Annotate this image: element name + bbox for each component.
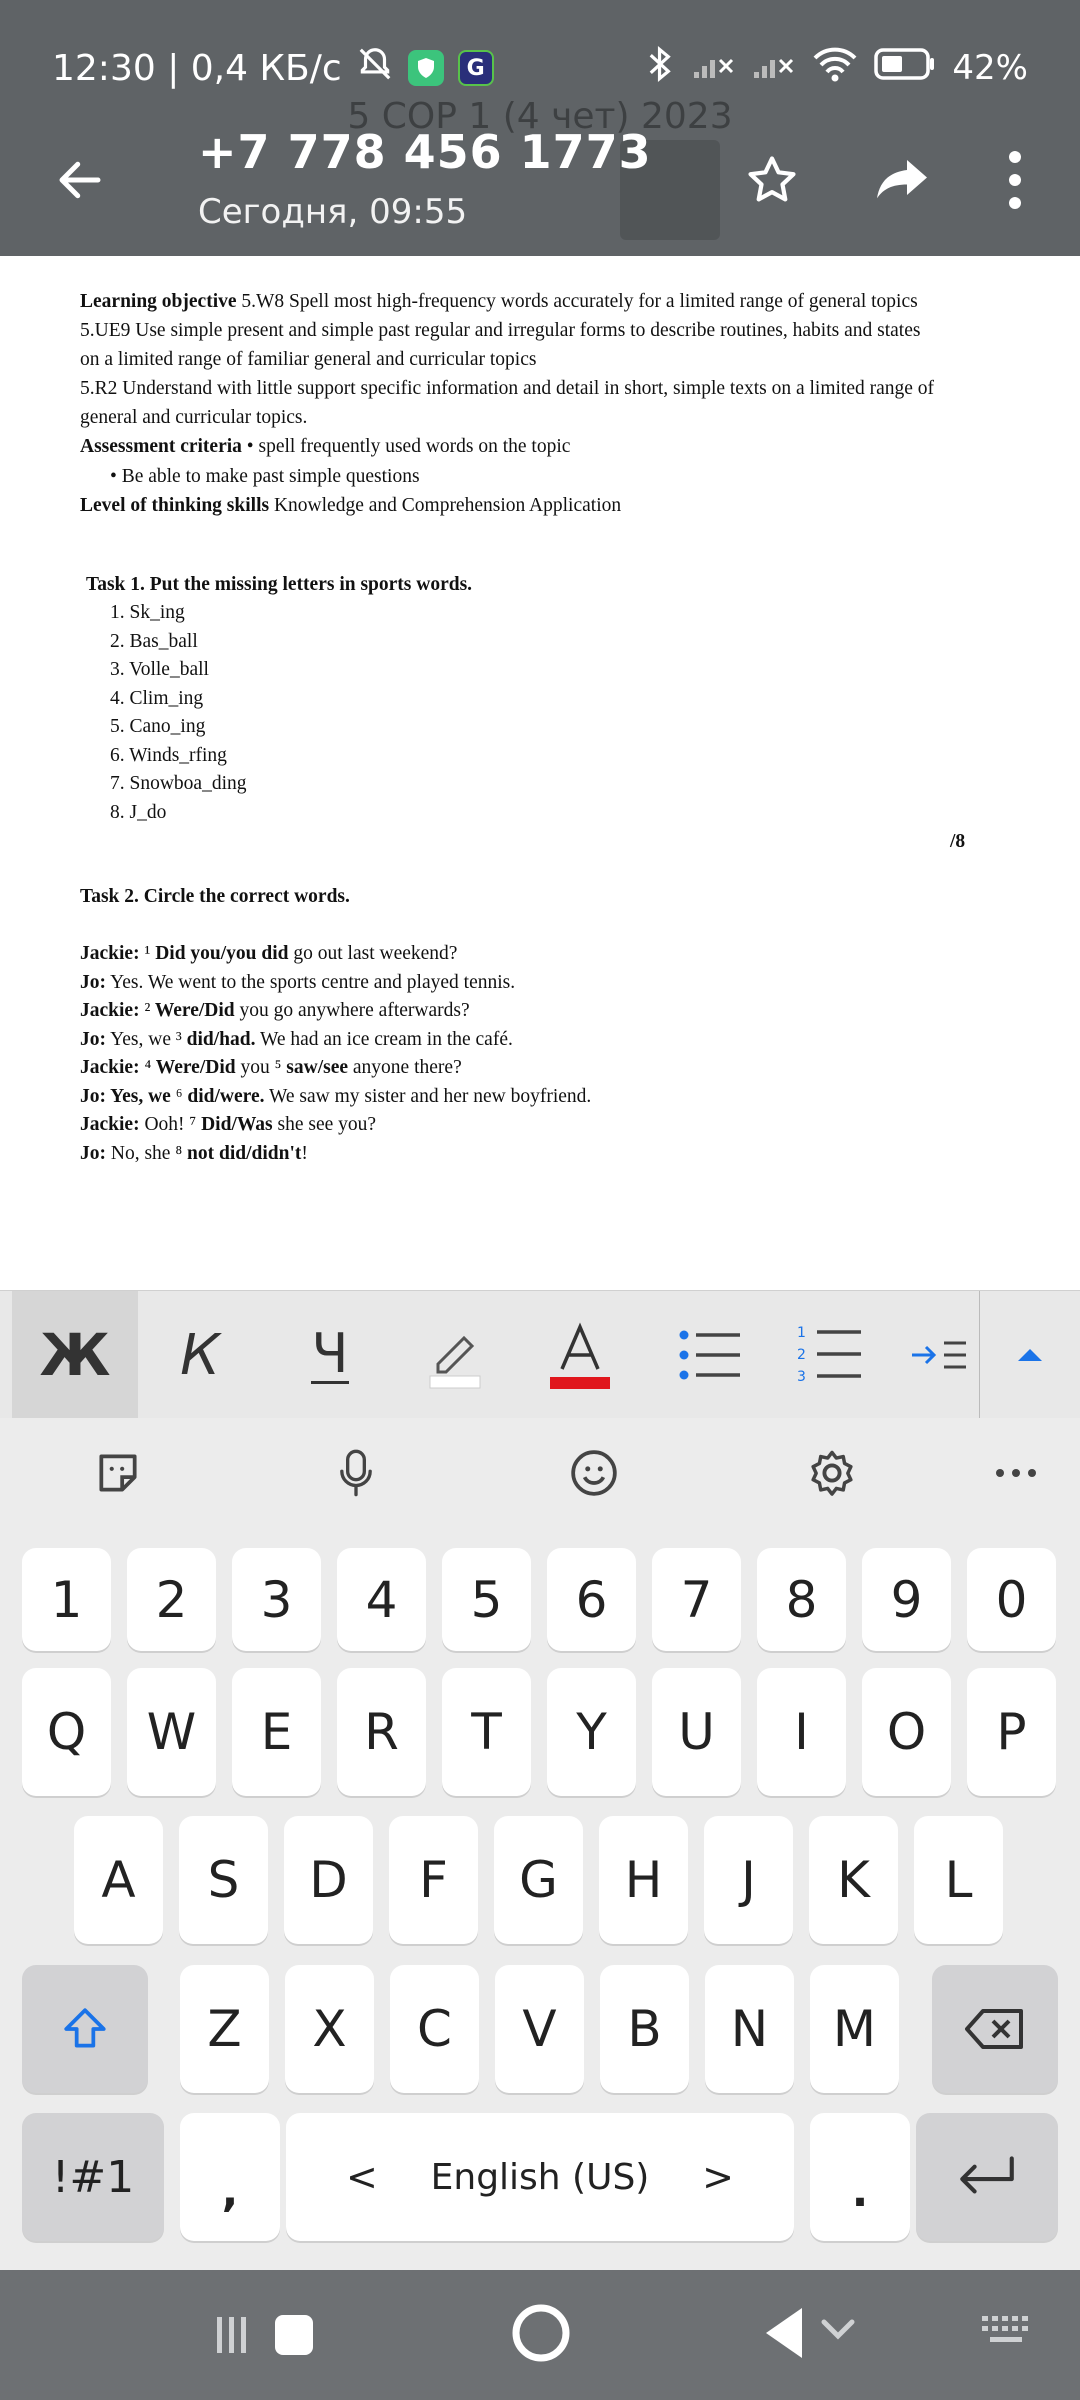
comma-key[interactable]: , — [180, 2113, 280, 2241]
keyboard-settings-button[interactable] — [802, 1443, 862, 1503]
status-time: 12:30 | 0,4 КБ/с — [52, 47, 342, 89]
emoji-icon — [569, 1448, 619, 1498]
vpn-shield-icon — [408, 50, 444, 86]
keyboard-toolbar — [0, 1418, 1080, 1528]
system-navigation-bar — [0, 2270, 1080, 2400]
expand-toolbar-button[interactable] — [1000, 1291, 1060, 1419]
backspace-key[interactable] — [932, 1965, 1058, 2093]
gap-number: ⁸ — [175, 1142, 183, 1164]
bullet-list-button[interactable] — [660, 1291, 760, 1419]
key-8[interactable]: 8 — [757, 1548, 846, 1651]
speaker-label: Jackie: — [80, 1057, 140, 1078]
key-u[interactable]: U — [652, 1668, 741, 1796]
key-t[interactable]: T — [442, 1668, 531, 1796]
font-color-icon — [544, 1317, 616, 1393]
key-e[interactable]: E — [232, 1668, 321, 1796]
dialogue-text: Did you/you did — [150, 943, 289, 964]
italic-button[interactable]: К — [180, 1322, 220, 1388]
dialogue-text: Yes, we — [106, 1085, 176, 1107]
home-button[interactable] — [510, 2302, 572, 2368]
key-n[interactable]: N — [705, 1965, 794, 2093]
svg-text:3: 3 — [797, 1369, 806, 1385]
dialogue-text: anyone there? — [348, 1057, 462, 1078]
gear-icon — [806, 1447, 858, 1499]
gap-number: ² — [144, 1000, 151, 1021]
indent-button[interactable] — [900, 1291, 980, 1419]
gap-number: ⁷ — [189, 1114, 197, 1135]
speaker-label: Jackie: — [80, 943, 140, 964]
notifications-muted-icon — [356, 45, 394, 92]
thinking-skills-line: Level of thinking skills Knowledge and Comprehension Application — [80, 495, 622, 516]
forward-button[interactable] — [862, 140, 942, 220]
enter-key[interactable] — [916, 2113, 1058, 2241]
dialogue-text: Yes. We went to the sports centre and played tennis. — [106, 971, 516, 993]
speaker-label: Jackie: — [80, 1114, 140, 1135]
dialogue-line — [80, 972, 515, 994]
speaker-label: Jackie: — [80, 1000, 140, 1021]
key-k[interactable]: K — [809, 1816, 898, 1944]
key-i[interactable]: I — [757, 1668, 846, 1796]
dialogue-line — [80, 1029, 513, 1051]
keyboard — [0, 1528, 1080, 2270]
dialogue-text: go out last weekend? — [288, 943, 458, 964]
key-d[interactable]: D — [284, 1816, 373, 1944]
dialogue-text: you go anywhere afterwards? — [234, 1000, 470, 1021]
shift-arrow-icon — [60, 2004, 110, 2054]
objective-line-2: 5.UE9 Use simple present and simple past regular and irregular forms to describe routines, habits and states — [80, 320, 921, 341]
dialogue-text: saw/see — [281, 1057, 349, 1078]
key-2[interactable]: 2 — [127, 1548, 216, 1651]
key-h[interactable]: H — [599, 1816, 688, 1944]
enter-arrow-icon — [954, 2152, 1020, 2202]
document-page[interactable] — [0, 256, 1080, 1290]
dialogue-text: Were/Did — [151, 1057, 236, 1078]
symbols-key[interactable]: !#1 — [22, 2113, 164, 2241]
key-l[interactable]: L — [914, 1816, 1003, 1944]
key-c[interactable]: C — [390, 1965, 479, 2093]
svg-text:2: 2 — [797, 1347, 806, 1363]
caret-up-icon — [1016, 1345, 1044, 1365]
key-g[interactable]: G — [494, 1816, 583, 1944]
key-p[interactable]: P — [967, 1668, 1056, 1796]
key-a[interactable]: A — [74, 1816, 163, 1944]
signal-sim2-icon — [752, 48, 796, 89]
arrow-left-icon — [53, 153, 107, 207]
system-back-button[interactable] — [760, 2302, 870, 2368]
dialogue-line — [80, 1086, 591, 1108]
gap-number: ⁶ — [175, 1085, 183, 1107]
key-v[interactable]: V — [495, 1965, 584, 2093]
recents-icon — [215, 2305, 315, 2365]
battery-percent: 42% — [952, 48, 1028, 88]
objective-line-3: on a limited range of familiar general and curricular topics — [80, 349, 537, 370]
bullet-list-icon — [678, 1327, 742, 1383]
key-q[interactable]: Q — [22, 1668, 111, 1796]
highlight-button[interactable] — [400, 1291, 510, 1419]
conversation-header — [0, 110, 1080, 250]
ghost-document-title: 5 СОР 1 (4 чет) 2023 — [347, 96, 733, 137]
period-key[interactable]: . — [810, 2113, 910, 2241]
key-s[interactable]: S — [179, 1816, 268, 1944]
gap-number: ⁵ — [274, 1057, 282, 1078]
dialogue-line — [80, 1057, 462, 1079]
font-color-button[interactable] — [520, 1291, 640, 1419]
bluetooth-icon — [646, 45, 676, 92]
task1-item: 1. Sk_ing — [110, 602, 185, 623]
numbered-list-icon — [797, 1323, 863, 1387]
dialogue-text: We had an ice cream in the café. — [255, 1028, 513, 1050]
task1-item: 3. Volle_ball — [110, 659, 209, 680]
app-g-icon: G — [458, 50, 494, 86]
more-vertical-icon — [1005, 145, 1025, 215]
star-icon — [744, 152, 800, 208]
shift-key[interactable] — [22, 1965, 148, 2093]
gap-number: ¹ — [144, 943, 151, 964]
task1-title: Task 1. Put the missing letters in sports words. — [86, 574, 473, 595]
task1-item: 4. Clim_ing — [110, 687, 204, 709]
sticker-button[interactable] — [88, 1443, 148, 1503]
gap-number: ³ — [175, 1028, 182, 1050]
battery-icon — [874, 47, 936, 90]
indent-icon — [910, 1327, 970, 1383]
dialogue-text: Ooh! — [139, 1114, 190, 1135]
dialogue-line — [80, 1000, 470, 1022]
signal-sim1-icon — [692, 48, 736, 89]
key-b[interactable]: B — [600, 1965, 689, 2093]
dialogue-text: you — [235, 1057, 275, 1078]
speaker-label: Jo: — [80, 1142, 106, 1164]
dialogue-text: Did/Was — [196, 1114, 273, 1135]
key-z[interactable]: Z — [180, 1965, 269, 2093]
key-m[interactable]: M — [810, 1965, 899, 2093]
dialogue-text: ! — [301, 1142, 308, 1164]
app-header — [0, 0, 1080, 256]
objective-line-1: Learning objective 5.W8 Spell most high-frequency words accurately for a limited range of general topics — [80, 291, 918, 312]
key-5[interactable]: 5 — [442, 1548, 531, 1651]
svg-text:1: 1 — [797, 1325, 806, 1341]
backspace-icon — [963, 2007, 1027, 2051]
dialogue-text: did/were. — [182, 1085, 265, 1107]
key-j[interactable]: J — [704, 1816, 793, 1944]
speaker-label: Jo: — [80, 1085, 106, 1107]
key-4[interactable]: 4 — [337, 1548, 426, 1651]
key-7[interactable]: 7 — [652, 1548, 741, 1651]
dialogue-text: not did/didn't — [182, 1142, 302, 1164]
keyboard-switch-button[interactable] — [980, 2312, 1036, 2356]
dialogue-line — [80, 1143, 308, 1165]
objective-line-5: general and curricular topics. — [80, 407, 308, 428]
task2-title: Task 2. Circle the correct words. — [80, 886, 350, 907]
task1-score: /8 — [950, 831, 966, 852]
dialogue-line — [80, 943, 457, 965]
back-triangle-icon — [760, 2302, 870, 2364]
task1-item: 6. Winds_rfing — [110, 744, 227, 766]
dialogue-text: did/had. — [181, 1028, 256, 1050]
key-6[interactable]: 6 — [547, 1548, 636, 1651]
dialogue-text: Were/Did — [150, 1000, 235, 1021]
sticker-icon — [93, 1448, 143, 1498]
key-y[interactable]: Y — [547, 1668, 636, 1796]
more-options-button[interactable] — [975, 140, 1055, 220]
speaker-label: Jo: — [80, 971, 106, 993]
key-f[interactable]: F — [389, 1816, 478, 1944]
keyboard-language-label: English (US) — [430, 2156, 650, 2198]
keyboard-voice-button[interactable] — [326, 1443, 386, 1503]
dialogue-text: she see you? — [272, 1114, 377, 1135]
dialogue-text: Yes, we — [106, 1028, 176, 1050]
key-r[interactable]: R — [337, 1668, 426, 1796]
criteria-line-2: • Be able to make past simple questions — [110, 466, 420, 487]
task1-item: 5. Cano_ing — [110, 716, 206, 737]
speaker-label: Jo: — [80, 1028, 106, 1050]
task1-item: 8. J_do — [110, 801, 167, 823]
underline-button[interactable]: Ч — [311, 1321, 349, 1385]
task1-item: 7. Snowboa_ding — [110, 773, 247, 794]
wifi-icon — [812, 46, 858, 91]
key-9[interactable]: 9 — [862, 1548, 951, 1651]
formatting-toolbar — [0, 1290, 1080, 1418]
dialogue-line — [80, 1114, 376, 1136]
recent-apps-button[interactable] — [215, 2305, 315, 2369]
microphone-icon — [336, 1447, 376, 1499]
back-button[interactable] — [40, 140, 120, 220]
home-circle-icon — [510, 2302, 572, 2364]
more-horizontal-icon — [994, 1467, 1038, 1479]
keyboard-grid-icon — [980, 2312, 1036, 2352]
key-3[interactable]: 3 — [232, 1548, 321, 1651]
message-timestamp: Сегодня, 09:55 — [198, 192, 468, 232]
emoji-button[interactable] — [564, 1443, 624, 1503]
space-key[interactable]: < English (US) > — [286, 2113, 794, 2241]
key-o[interactable]: O — [862, 1668, 951, 1796]
key-0[interactable]: 0 — [967, 1548, 1056, 1651]
gap-number: ⁴ — [144, 1057, 152, 1078]
dialogue-text: No, she — [106, 1142, 176, 1164]
key-x[interactable]: X — [285, 1965, 374, 2093]
status-bar — [0, 40, 1080, 96]
objective-line-4: 5.R2 Understand with little support specific information and detail in short, simple texts on a limited range of — [80, 378, 935, 399]
dialogue-text: We saw my sister and her new boyfriend. — [264, 1085, 592, 1107]
criteria-line-1: Assessment criteria • spell frequently used words on the topic — [80, 436, 571, 457]
keyboard-more-button[interactable] — [986, 1443, 1046, 1503]
key-w[interactable]: W — [127, 1668, 216, 1796]
highlighter-icon — [420, 1320, 490, 1390]
key-1[interactable]: 1 — [22, 1548, 111, 1651]
task1-item: 2. Bas_ball — [110, 630, 198, 652]
share-forward-icon — [872, 150, 932, 210]
favorite-button[interactable] — [732, 140, 812, 220]
numbered-list-button[interactable] — [780, 1291, 880, 1419]
contact-phone-number: +7 778 456 1773 — [198, 125, 652, 179]
bold-button[interactable]: Ж — [12, 1291, 138, 1419]
